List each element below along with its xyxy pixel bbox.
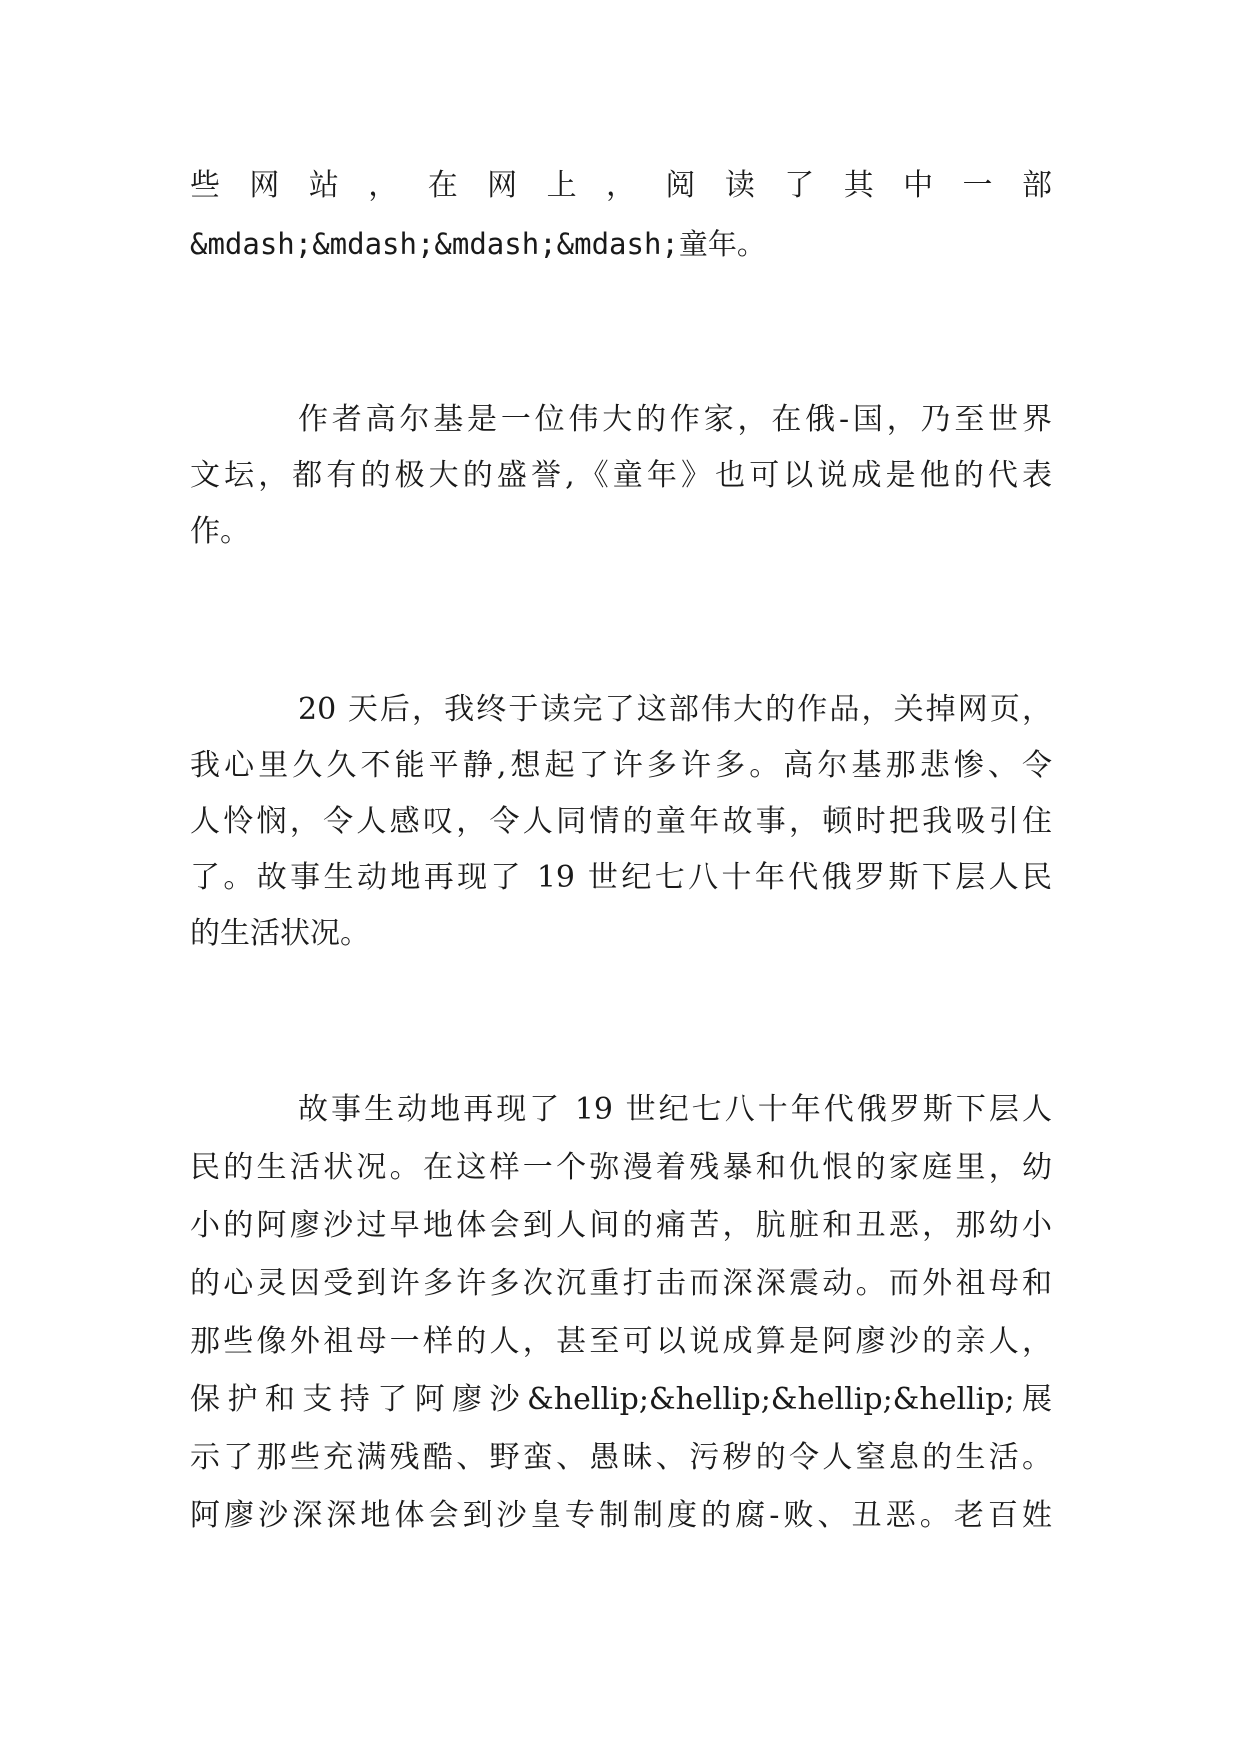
paragraph-4-line-6: 保护和支持了阿廖沙&hellip;&hellip;&hellip;&hellip;展 — [190, 1382, 1052, 1417]
paragraph-1-line-2: &mdash;&mdash;&mdash;&mdash;童年。 — [190, 227, 766, 261]
paragraph-3-line-5: 的生活状况。 — [190, 916, 370, 951]
paragraph-2-line-2: 文坛，都有的极大的盛誉,《童年》也可以说成是他的代表 — [190, 458, 1052, 493]
paragraph-2-line-3: 作。 — [190, 514, 250, 549]
paragraph-4-line-2: 民的生活状况。在这样一个弥漫着残暴和仇恨的家庭里，幼 — [190, 1150, 1052, 1185]
paragraph-3-line-1: 20 天后，我终于读完了这部伟大的作品，关掉网页， — [298, 692, 1052, 727]
paragraph-4-line-5: 那些像外祖母一样的人，甚至可以说成算是阿廖沙的亲人， — [190, 1324, 1052, 1359]
paragraph-4-line-3: 小的阿廖沙过早地体会到人间的痛苦，肮脏和丑恶，那幼小 — [190, 1208, 1052, 1243]
paragraph-4-line-7: 示了那些充满残酷、野蛮、愚昧、污秽的令人窒息的生活。 — [190, 1440, 1052, 1475]
paragraph-3-line-2: 我心里久久不能平静,想起了许多许多。高尔基那悲惨、令 — [190, 748, 1052, 783]
paragraph-1-line-1: 些 网 站 ， 在 网 上 ， 阅 读 了 其 中 一 部 — [190, 168, 1052, 203]
paragraph-3-line-3: 人怜悯，令人感叹，令人同情的童年故事，顿时把我吸引住 — [190, 804, 1052, 839]
paragraph-4-line-8: 阿廖沙深深地体会到沙皇专制制度的腐-败、丑恶。老百姓 — [190, 1498, 1052, 1533]
paragraph-2-line-1: 作者高尔基是一位伟大的作家，在俄-国，乃至世界 — [298, 402, 1052, 437]
paragraph-4-line-4: 的心灵因受到许多许多次沉重打击而深深震动。而外祖母和 — [190, 1266, 1052, 1301]
paragraph-4-line-1: 故事生动地再现了 19 世纪七八十年代俄罗斯下层人 — [298, 1092, 1052, 1127]
paragraph-3-line-4: 了。故事生动地再现了 19 世纪七八十年代俄罗斯下层人民 — [190, 860, 1052, 895]
